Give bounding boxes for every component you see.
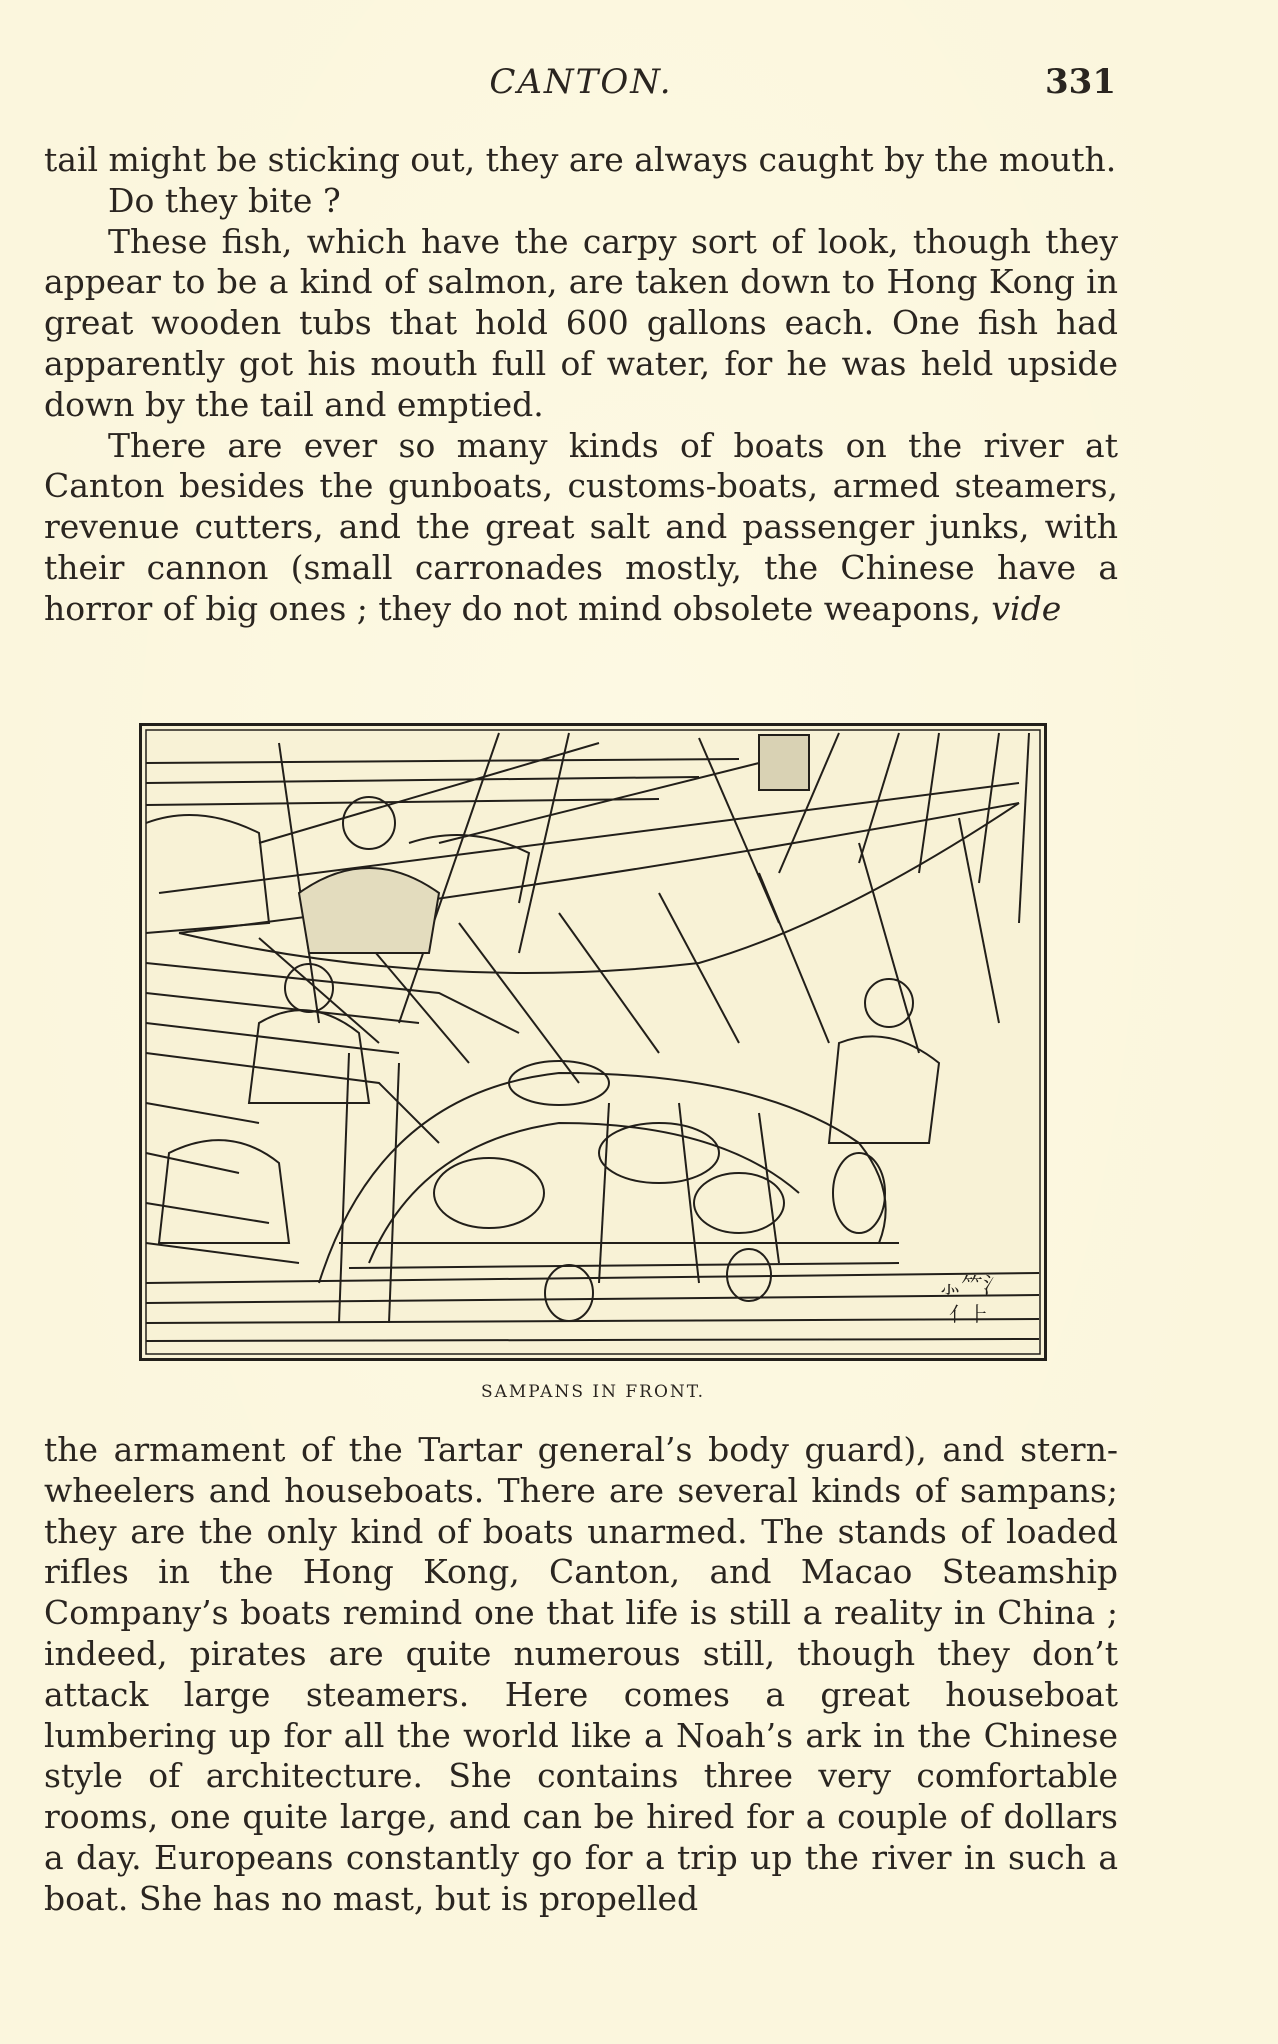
paragraph-3: These fish, which have the carpy sort of look, though they appear to be a kind of salmon, are taken down to Hong Kong in great wooden tubs that hold 600 gallons each. One fish had apparently got his mouth full of water, for he was held upside down by the tail and emptied. — [44, 221, 1118, 424]
engraving-drawing — [139, 723, 1047, 1361]
figure-caption: SAMPANS IN FRONT. — [480, 1382, 706, 1402]
svg-text:⺗⺮⺡: ⺗⺮⺡ — [939, 1274, 1006, 1299]
sampans-illustration — [139, 723, 1047, 1361]
paragraph-4 — [44, 426, 1118, 630]
text-block-bottom — [44, 1430, 1118, 1920]
paragraph-2: Do they bite ? — [108, 180, 341, 220]
paragraph-5: the armament of the Tartar general’s body guard), and stern-wheelers and houseboats. There are several kinds of sampans; they are the only kind of boats unarmed. The stands of loaded rifles in the Hong Kong, Canton, and Macao Steamship Company’s boats remind one that life is still a reality in China ; indeed, pirates are quite numerous still, though they don’t attack large steamers. Here comes a great houseboat lumbering up for all the world like a Noah’s ark in the Chinese style of architecture. She contains three very comfortable rooms, one quite large, and can be hired for a couple of dollars a day. Europeans constantly go for a trip up the river in such a boat. She has no mast, but is propelled — [44, 1430, 1118, 1918]
running-head — [46, 62, 1116, 110]
paragraph-1: tail might be sticking out, they are always caught by the mouth. — [44, 140, 1117, 179]
vide-word: vide — [991, 588, 1062, 628]
running-title: CANTON. — [489, 62, 673, 102]
page-number: 331 — [1045, 62, 1116, 102]
paragraph-4-text: There are ever so many kinds of boats on the river at Canton besides the gunboats, customs-boats, armed steamers, revenue cutters, and the great salt and passenger junks, with their cannon (small carronades mostly, the Chinese have a horror of big ones ; they do not mind obsolete weapons, — [44, 425, 1118, 628]
text-block-top — [44, 140, 1118, 630]
svg-text:⺅⺊: ⺅⺊ — [949, 1302, 989, 1326]
